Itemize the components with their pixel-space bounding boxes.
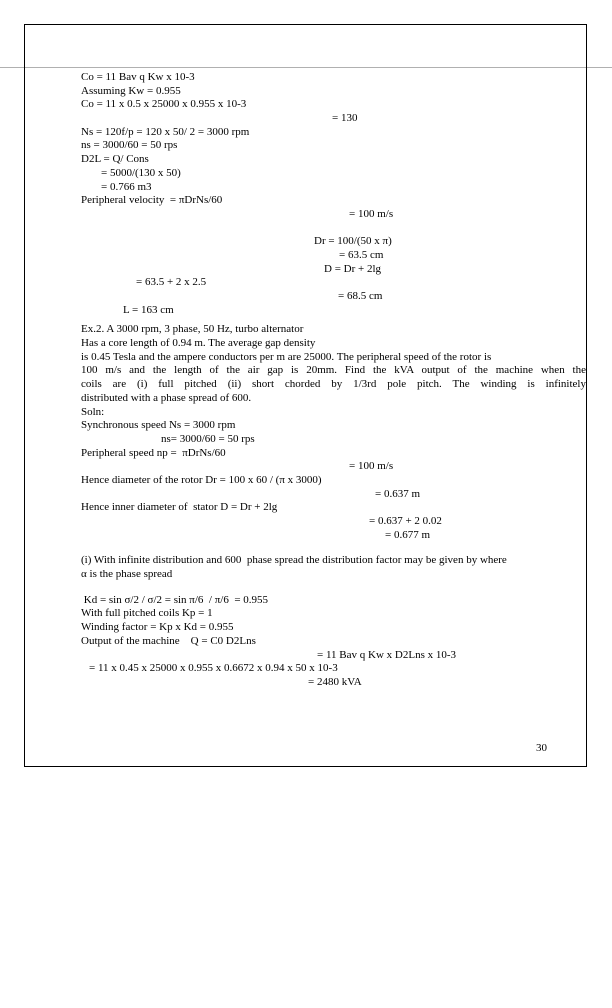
- text-line: Winding factor = Kp x Kd = 0.955: [81, 621, 234, 634]
- text-line: Peripheral speed np = πDrNs/60: [81, 446, 226, 459]
- text-line: Kd = sin σ/2 / σ/2 = sin π/6 / π/6 = 0.955: [81, 593, 269, 606]
- output-calculation: [81, 594, 586, 690]
- text-line: = 0.677 m: [385, 528, 431, 541]
- text-line: = 100 m/s: [349, 207, 394, 220]
- text-line: = 0.637 m: [375, 487, 421, 500]
- text-line: = 130: [332, 112, 358, 125]
- text-line: Has a core length of 0.94 m. The average gap density: [81, 337, 316, 350]
- text-line: (i) With infinite distribution and 600 phase spread the distribution factor may be given by where: [81, 554, 507, 567]
- text-line: = 68.5 cm: [338, 290, 383, 302]
- page-content: [81, 71, 586, 690]
- worked-solution-1: [81, 71, 586, 317]
- text-line: Assuming Kw = 0.955: [81, 84, 181, 97]
- text-line: Synchronous speed Ns = 3000 rpm: [81, 419, 236, 432]
- text-line: ns = 3000/60 = 50 rps: [81, 139, 178, 152]
- text-line: Hence diameter of the rotor Dr = 100 x 60 / (π x 3000): [81, 473, 322, 486]
- text-line: α is the phase spread: [81, 568, 173, 581]
- example-2-statement: [81, 323, 586, 391]
- text-line: Ex.2. A 3000 rpm, 3 phase, 50 Hz, turbo alternator: [81, 323, 304, 336]
- text-line: D2L = Q/ Cons: [81, 153, 149, 166]
- text-line: Dr = 100/(50 x π): [314, 235, 392, 248]
- text-line: = 0.766 m3: [101, 180, 152, 193]
- text-line: Ns = 120f/p = 120 x 50/ 2 = 3000 rpm: [81, 125, 250, 138]
- text-line: is 0.45 Tesla and the ampere conductors per m are 25000. The peripheral speed of the rotor is: [81, 350, 492, 363]
- text-line: = 11 Bav q Kw x D2Lns x 10-3: [317, 648, 457, 661]
- text-line: Co = 11 x 0.5 x 25000 x 0.955 x 10-3: [81, 98, 247, 111]
- text-line: distributed with a phase spread of 600.: [81, 391, 252, 404]
- text-line: [81, 222, 586, 236]
- distribution-factor-note: [81, 554, 586, 581]
- text-line: Soln:: [81, 405, 105, 418]
- text-line: = 11 x 0.45 x 25000 x 0.955 x 0.6672 x 0.94 x 50 x 10-3: [89, 662, 338, 675]
- text-line: = 0.637 + 2 0.02: [369, 515, 442, 527]
- worked-solution-2: [81, 392, 586, 543]
- text-line: 100 m/s and the length of the air gap is 20mm. Find the kVA output of the machine when the: [81, 364, 586, 377]
- page-number: 30: [536, 742, 547, 754]
- text-line: Output of the machine Q = C0 D2Lns: [81, 634, 256, 647]
- text-line: coils are (i) full pitched (ii) short chorded by 1/3rd pole pitch. The winding is infinitely: [81, 378, 586, 391]
- text-line: = 63.5 cm: [339, 248, 384, 261]
- text-line: Hence inner diameter of stator D = Dr + 2lg: [81, 501, 278, 514]
- text-line: = 2480 kVA: [308, 675, 362, 688]
- text-line: Co = 11 Bav q Kw x 10-3: [81, 71, 195, 83]
- text-line: ns= 3000/60 = 50 rps: [161, 432, 255, 445]
- text-line: = 5000/(130 x 50): [101, 166, 181, 179]
- text-line: Peripheral velocity = πDrNs/60: [81, 194, 223, 207]
- text-line: With full pitched coils Kp = 1: [81, 607, 213, 620]
- text-line: L = 163 cm: [123, 303, 174, 316]
- text-line: = 63.5 + 2 x 2.5: [136, 276, 207, 289]
- text-line: D = Dr + 2lg: [324, 262, 382, 275]
- text-line: = 100 m/s: [349, 460, 394, 473]
